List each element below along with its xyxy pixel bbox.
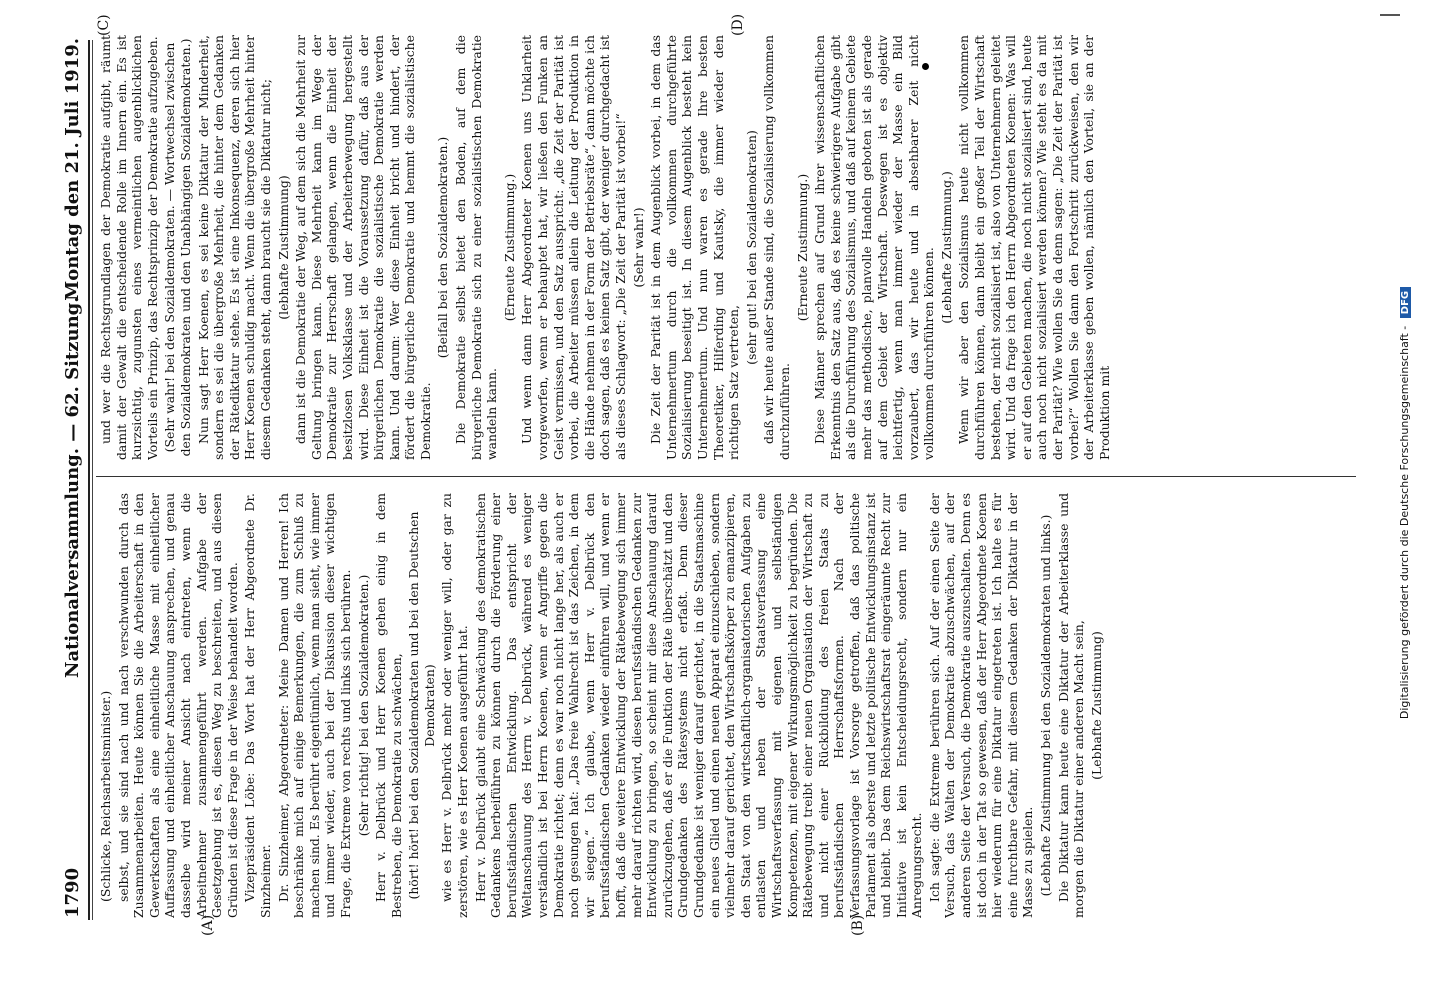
paragraph: Und wenn dann Herr Abgeordneter Koenen uns Unklarheit vorgeworfen, wenn er behauptet hat, wir ließen den Funken an Geist vermissen, und den Satz ausspricht: „die Zeit der Parität ist vorbei, die Arbeiter müssen allein die Leitung der Produktion in die Hände nehmen in der Form der Betriebsräte“, dann möchte ich doch sagen, daß es keinen Satz gibt, der weniger durchgedacht ist als dieses Schlagwort: „Die Zeit der Parität ist vorbei!“ [519, 35, 628, 460]
footer-text: Digitalisierung gefördert durch die Deutsche Forschungsgemeinschaft - [1398, 325, 1411, 720]
paragraph: Ich sagte: die Extreme berühren sich. Auf der einen Seite der Versuch, das Walten der Demokratie abzuschwächen, auf der anderen Seite der Versuch, die Demokratie auszuschalten. Denn es ist doch in der Tat so gewesen, daß der Herr Abgeordnete Koenen hier wiederum für eine Diktatur eingetreten ist. Ich halte es für eine furchtbare Gefahr, mit diesem Gedanken der Diktatur in der Masse zu spielen. [926, 493, 1036, 918]
paragraph: wie es Herr v. Delbrück mehr oder weniger will, oder gar zu zerstören, wie es Herr Koenen ausgeführt hat. [439, 493, 471, 918]
paragraph: Die Zeit der Parität ist in dem Augenblick vorbei, in dem das Unternehmertum durch die vollkommen durchgeführte Sozialisierung beseitigt ist. In diesem Augenblick besteht kein Unternehmertum. Und nun waren es gerade Ihre besten Theoretiker, Hilferding und Kautsky, die immer wieder den richtigen Satz vertreten, [648, 35, 742, 460]
column-divider [96, 476, 1356, 477]
page-header [58, 38, 88, 918]
paragraph: Herr v. Delbrück und Herr Koenen gehen einig in dem Bestreben, die Demokratie zu schwächen, [373, 493, 404, 918]
paragraph: Nun sagt Herr Koenen, es sei keine Diktatur der Minderheit, sondern es sei die übergroße Mehrheit, die hinter dem Gedanken der Rätediktatur stehe. Es ist eine Inkonsequenz, deren sich hier Herr Koenen schuldig macht. Wenn die übergroße Mehrheit hinter diesem Gedanken steht, dann braucht sie die Diktatur nicht; [195, 35, 273, 460]
paragraph: (Lebhafte Zustimmung.) [938, 171, 954, 324]
margin-marker-c: (C) [96, 14, 112, 36]
header-date: Montag den 21. Juli 1919. [62, 38, 83, 301]
paragraph: Die Diktatur kann heute eine Diktatur der Arbeiterklasse und morgen die Diktatur einer anderen Macht sein, [1055, 493, 1087, 918]
paragraph: Die Demokratie selbst bietet den Boden, auf dem die bürgerliche Demokratie sich zu einer sozialistischen Demokratie wandeln kann. [453, 35, 500, 460]
paragraph: Herr v. Delbrück glaubt eine Schwächung des demokratischen Gedankens herbeiführen zu können durch die Förderung einer berufsständischen Entwicklung. Das entspricht der Weltanschauung des Herrn v. Delbrück, während es weniger verständlich ist bei Herrn Koenen, wenn er Angriffe gegen die Demokratie richtet; denn es war noch nicht lange her, als auch er noch gesungen hat: „Das freie Wahlrecht ist das Zeichen, in dem wir siegen.“ Ich glaube, wenn Herr v. Delbrück den berufsständischen Gedanken wieder einführen will, und wenn er hofft, daß die weitere Entwicklung der Rätebewegung sich immer mehr darauf richten wird, diesen berufsständischen Gedanken zur Entwicklung zu bringen, so scheint mir diese Anschauung darauf zurückzugehen, daß er die Funktion der Räte überschätzt und den Grundgedanken des Rätesystems nicht erfaßt. Denn dieser Grundgedanke ist weniger darauf gerichtet, in die Staatsmaschine ein neues Glied und einen neuen Apparat einzuschieben, sondern vielmehr darauf gerichtet, den Wirtschaftskörper zu emanzipieren, den Staat von den wirtschaftlich-organisatorischen Aufgaben zu entlasten und neben der Staatsverfassung eine Wirtschaftsverfassung mit eigenen und selbständigen Kompetenzen, mit eigener Wirkungsmöglichkeit zu begründen. Die Rätebewegung treibt einer neuen Organisation der Wirtschaft zu und nicht einer Rückbildung des freien Staats zu berufsständischen Herrschaftsformen. Nach der Verfassungsvorlage ist Vorsorge getroffen, daß das politische Parlament als oberste und letzte politische Entwicklungsinstanz ist und bleibt. Das dem Reichswirtschaftsrat eingeräumte Recht zur Initiative ist kein Entscheidungsrecht, sondern nur ein Anregungsrecht. [472, 493, 925, 918]
paragraph: selbst, und sie sind nach und nach verschwunden durch das Zusammenarbeiten. Heute können Sie die Arbeiterschaft in den Gewerkschaften als eine einheitliche Masse mit einheitlicher Auffassung und einheitlicher Anschauung ansprechen, und genau dasselbe wird meiner Ansicht nach eintreten, wenn die Arbeitnehmer zusammengeführt werden. Aufgabe der Gesetzgebung ist es, diesen Weg zu beschreiten, und aus diesen Gründen ist diese Frage in der Weise behandelt worden. [115, 493, 240, 918]
paragraph: (Sehr richtig! bei den Sozialdemokraten.) [355, 574, 371, 837]
dfg-badge: DFG [1400, 287, 1411, 318]
header-session: Nationalversammlung. — 62. Sitzung. [62, 296, 83, 678]
paragraph: daß wir heute außer Stande sind, die Sozialisierung vollkommen durchzuführen. [761, 35, 792, 460]
paragraph: (Erneute Zustimmung.) [794, 173, 810, 322]
paragraph: dann ist die Demokratie der Weg, auf dem sich die Mehrheit zur Geltung bringen kann. Diese Mehrheit kann im Wege der Demokratie zur Herrschaft gelangen, wenn die Einheit der besitzlosen Volksklasse und der Arbeiterbewegung hergestellt wird. Diese Einheit ist die Voraussetzung dafür, daß aus der bürgerlichen Demokratie die sozialistische Demokratie werden kann. Und darum: Wer diese Einheit bricht und hindert, der fördert die bürgerliche Demokratie und hemmt die sozialistische Demokratie. [293, 35, 433, 460]
paragraph: (lebhafte Zustimmung) [275, 175, 291, 320]
header-rule-thin [92, 40, 93, 920]
page-number: 1790 [62, 867, 83, 918]
header-rule [88, 40, 90, 920]
paragraph: (Sehr wahr!) [630, 207, 646, 288]
paragraph: (sehr gut! bei den Sozialdemokraten) [743, 130, 759, 365]
paragraph: (Schlicke, Reichsarbeitsminister.) [98, 690, 113, 902]
paragraph: (Lebhafte Zustimmung bei den Sozialdemokraten und links.) [1038, 514, 1054, 897]
paragraph: (Beifall bei den Sozialdemokraten.) [435, 136, 451, 359]
paragraph: (Lebhafte Zustimmung) [1088, 631, 1104, 780]
digitization-footer [1398, 18, 1414, 988]
margin-marker-b: (B) [850, 914, 866, 936]
paragraph: Dr. Sinzheimer, Abgeordneter: Meine Damen und Herren! Ich beschränke mich auf einige Bemerkungen, die zum Schluß zu machen sind. Es berührt eigentümlich, wenn man sieht, wie immer und immer wieder, auch bei der Diskussion dieser wichtigen Frage, die Extreme von rechts und links sich berühren. [275, 493, 353, 918]
paragraph: (hört! hört! bei den Sozialdemokraten und bei den Deutschen Demokraten) [406, 511, 437, 900]
paragraph: (Sehr wahr! bei den Sozialdemokraten. — Wortwechsel zwischen den Sozialdemokraten und den Unabhängigen Sozialdemokraten.) [162, 38, 193, 457]
left-column [98, 493, 1353, 918]
right-column [98, 35, 1353, 460]
margin-marker-d: (D) [730, 13, 746, 36]
paragraph: (Erneute Zustimmung.) [501, 173, 517, 322]
paragraph: Vizepräsident Löbe: Das Wort hat der Herr Abgeordnete Dr. Sinzheimer. [242, 493, 273, 918]
margin-marker-a: (A) [200, 914, 216, 936]
paragraph: Diese Männer sprechen auf Grund ihrer wissenschaftlichen Erkenntnis den Satz aus, daß es keine schwierigere Aufgabe gibt als die Durchführung des Sozialismus, und daß auf keinem Gebiete mehr das methodische, planvolle Handeln geboten ist als gerade auf dem Gebiet der Wirtschaft. Deswegen ist es objektiv leichtfertig, wenn man immer wieder der Masse ein Bild vorzaubert, das wir heute und in absehbarer Zeit nicht vollkommen durchführen können. [812, 35, 937, 460]
paragraph: und wer die Rechtsgrundlagen der Demokratie aufgibt, räumt damit der Gewalt die entscheidende Rolle im Innern ein. Es ist kurzsichtig, zugunsten eines vermeintlichen augenblicklichen Vorteils ein Prinzip, das Rechtsprinzip der Demokratie aufzugeben. [98, 35, 160, 460]
paragraph: Wenn wir aber den Sozialismus heute nicht vollkommen durchführen können, dann bleibt ein großer Teil der Wirtschaft bestehen, der nicht sozialisiert ist, also von Unternehmern geleitet wird. Und da frage ich den Herrn Abgeordneten Koenen: Was will er auf den Gebieten machen, die noch nicht sozialisiert sind, heute auch noch nicht sozialisiert werden können? Wie steht es da mit der Parität? Wie wollen Sie da denn sagen: „Die Zeit der Parität ist vorbei?“ Wollen Sie dann den Fortschritt zurückweisen, den wir der Arbeiterklasse geben wollen, nämlich den Vorteil, sie an der Produktion mit [956, 35, 1112, 460]
